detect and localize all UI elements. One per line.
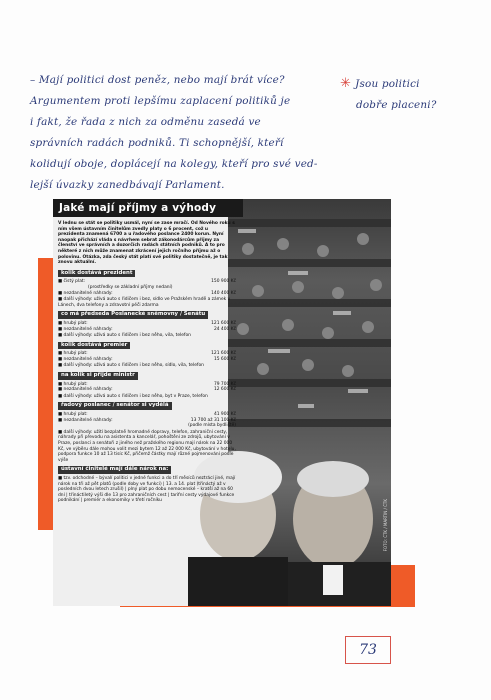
photo-credit: FOTO: ČTK / MARTIN / ČTK (383, 499, 388, 552)
table-row: ■ nezdanitelné náhrady: 24 400 Kč (58, 327, 236, 333)
section-text: ■ tzv. odchodné – bývalí politici v jedné funkci a do tří měsíců neztrácí jiné, mají nárok na tři až pět platů (podle doby ve funkci) | 13. a 14. plat (třináctý až v posledních dvou letech zrušil) | plný plat po dobu nemocenské – kratší až na 60 dní | třináctiletý výši dle 13 pro zahraničních cest | tarifní cesty výdajové funkce podnikání | premiér a ekonomiky v třetí ročníku (58, 476, 236, 504)
newspaper-clipping (53, 199, 391, 606)
note-line: – Mají politici dost peněz, nebo mají brát více? (30, 74, 285, 86)
section-heading: kolik dostává prezident (58, 270, 135, 278)
side-note-line: Jsou politici (355, 78, 420, 90)
section-heading: ústavní činitelé mají dále nárok na: (58, 466, 171, 474)
table-row: (podle místa bydliště) (188, 423, 236, 429)
table-row: ■ hrubý plat: 41 900 Kč (58, 412, 236, 418)
article-body (58, 221, 236, 505)
table-row: (prostředky se základní příjmy nedaní) (88, 284, 173, 290)
table-row: ■ hrubý plat: 121 600 Kč (58, 351, 236, 357)
section-text: ■ další výhody: užívá auto s řidičem i bez něho, vila, telefon (58, 333, 236, 339)
section-text: ■ další výhody: užívá auto s řidičem i bez něho, sídlo, vila, telefon (58, 363, 236, 369)
note-line: lejší úvazky zanedbávají Parlament. (30, 179, 225, 191)
table-row: ■ hrubý plat: 121 600 Kč (58, 321, 236, 327)
handwritten-note (30, 70, 330, 196)
table-row: ■ čistý plat: 150 900 Kč (58, 279, 236, 285)
note-line: správních radách podniků. Ti schopnější, kteří (30, 137, 284, 149)
table-row: ■ nezdanitelné náhrady: 13 700 až 31 100 Kč (58, 418, 236, 424)
table-row: ■ nezdanitelné náhrady: 15 600 Kč (58, 357, 236, 363)
table-row: ■ nezdanitelné náhrady: 140 400 Kč (58, 291, 236, 297)
section-heading: kolik dostává premiér (58, 342, 130, 350)
section-heading: na kolik si přijde ministr (58, 372, 138, 380)
section-heading: řadový poslanec / senátor si vydělá (58, 402, 172, 410)
side-note-line: dobře placeni? (356, 99, 437, 111)
asterisk-icon: ✳ (340, 76, 352, 91)
section-heading: co má předseda Poslanecké sněmovny / Senátu (58, 311, 208, 319)
section-text: ■ další výhody: užití bezplatně hromadné dopravy, telefon, zahraniční cesty, náhrady při převodu na asistenta a kancelář, pohoštění ze zdrojů, ubytování v Praze, poslanci a senátoři z jiného než pražského regionu mají nárok na 22 000 Kč, ve výběru dále mohou volit mezi bytem 12 až 22 000 Kč, ubytování v hotelu, podpora funkce 10 až 13 tisíc Kč, přičemž částky mají různé pojmenování podle výše (58, 430, 236, 464)
table-row: ■ nezdanitelné náhrady: 12 600 Kč (58, 387, 236, 393)
article-title: Jaké mají příjmy a výhody (53, 199, 243, 217)
side-note (340, 73, 460, 116)
section-text: ■ další výhody: užívá auto s řidičem i bez něho, byt v Praze, telefon (58, 394, 236, 400)
note-line: kolidují oboje, doplácejí na kolegy, kteří pro své ved- (30, 158, 318, 170)
section-text: ■ další výhody: užívá auto s řidičem i bez, sídlo ve Pražském hradě a zámek v Lánech, dva telefony a zdravotní péči zdarma (58, 297, 236, 308)
page-number: 73 (345, 636, 391, 664)
article-intro: V lednu se stát se politiky usmál, nyní se zase mračí. Od Nového roku s ním všem ústavním činitelům zvedly platy o 6 procent, což u prezidenta znamená 6700 a u řadového poslance 2400 korun. Nyní naopak přichází vláda s návrhem sebrat zákonodárcům příjmy za členství ve správních a dozorčích radách státních podniků. A to pro některé z nich může znamenat zkrácení jejich ročního příjmu až o polovinu. Otázka, zda český stát platí své politiky dostatečně, je tak znovu aktuální. (58, 221, 235, 266)
note-line: Argumentem proti lepšímu zaplacení politiků je (30, 95, 291, 107)
table-row: ■ hrubý plat: 79 700 Kč (58, 382, 236, 388)
note-line: i fakt, že řada z nich za odměnu zasedá ve (30, 116, 261, 128)
